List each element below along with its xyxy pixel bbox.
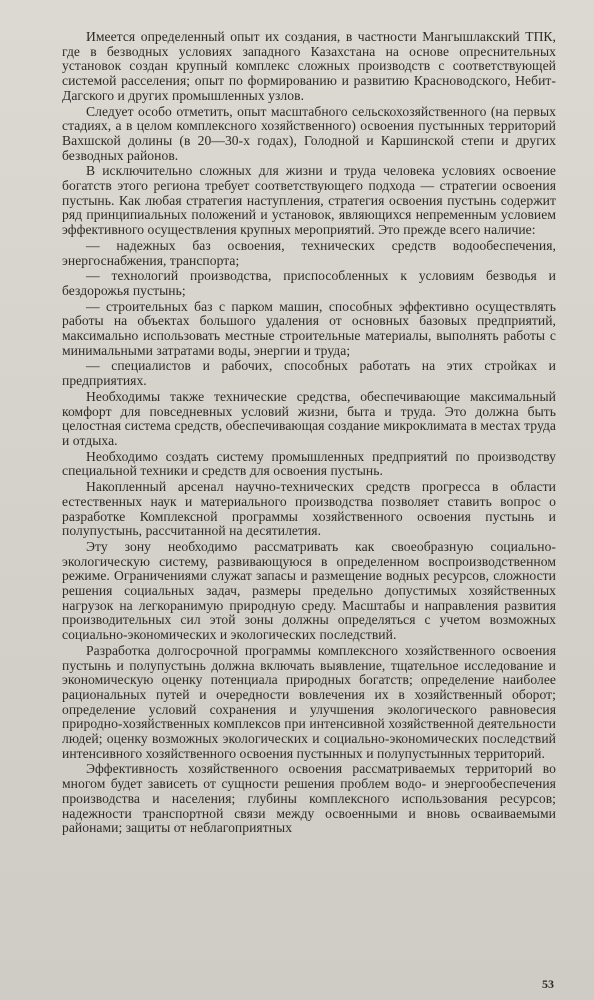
paragraph-1: Имеется определенный опыт их создания, в частности Мангышлакский ТПК, где в безводных условиях западного Казахстана на основе опреснительных установок создан крупный комплекс сложных производств с соответствующей системой расселения; опыт по формированию и развитию Красноводского, Небит-Дагского и других промышленных узлов. — [62, 29, 556, 103]
list-item-bases: — надежных баз освоения, технических средств водообеспечения, энергоснабжения, транспорта; — [62, 237, 556, 268]
paragraph-3: В исключительно сложных для жизни и труда человека условиях освоение богатств этого региона требует соответствующего подхода — стратегии освоения пустынь. Как любая стратегия наступления, стратегия освоения пустынь содержит ряд принципиальных положений и установок, являющихся непременным условием эффективного осуществления крупных мероприятий. Это прежде всего наличие: — [62, 163, 556, 238]
paragraph-6: Накопленный арсенал научно-технических средств прогресса в области естественных наук и материального производства позволяет ставить вопрос о разработке Комплексной программы хозяйственного освоения пустынь и полупустынь, рассчитанной на десятилетия. — [62, 479, 556, 539]
paragraph-7: Эту зону необходимо рассматривать как своеобразную социально-экологическую систему, развивающуюся в определенном воспроизводственном режиме. Ограничениями служат запасы и размещение водных ресурсов, сложности решения социальных задач, размеры предельно допустимых хозяйственных нагрузок на легкоранимую природную среду. Масштабы и направления развития производительных сил этой зоны должны определяться с учетом возможных социально-экономических и экологических последствий. — [62, 538, 556, 643]
paragraph-2: Следует особо отметить, опыт масштабного сельскохозяйственного (на первых стадиях, а в целом комплексного хозяйственного) освоения пустынных территорий Вахшской долины (в 20—30-х годах), Голодной и Каршинской степи и других безводных районов. — [62, 103, 556, 163]
paragraph-5: Необходимо создать систему промышленных предприятий по производству специальной техники и средств для освоения пустынь. — [62, 448, 556, 479]
list-item-technologies: — технологий производства, приспособленных к условиям безводья и бездорожья пустынь; — [62, 268, 556, 298]
list-item-specialists: — специалистов и рабочих, способных работать на этих стройках и предприятиях. — [62, 358, 556, 389]
page-number: 53 — [542, 977, 554, 991]
paragraph-9: Эффективность хозяйственного освоения рассматриваемых территорий во многом будет зависеть от сущности решения проблем водо- и энергообеспечения производства и населения; глубины комплексного использования ресурсов; надежности транспортной связи между освоенными и вновь осваиваемыми районами; защиты от неблагоприятных — [62, 761, 556, 836]
paragraph-8: Разработка долгосрочной программы комплексного хозяйственного освоения пустынь и полупустынь должна включать выявление, тщательное исследование и экономическую оценку потенциала природных богатств; определение наиболее рациональных путей и очередности вовлечения их в хозяйственный оборот; определение условий сохранения и улучшения экологического равновесия природно-хозяйственных комплексов при интенсивной хозяйственной деятельности людей; оценку возможных экологических и социально-экономических последствий интенсивного хозяйственного освоения пустынных и полупустынных территорий. — [62, 642, 556, 761]
list-item-construction: — строительных баз с парком машин, способных эффективно осуществлять работы на объектах большого удаления от основных базовых предприятий, максимально использовать местные строительные материалы, выполнять работы с минимальными затратами воды, энергии и труда; — [62, 298, 556, 358]
paragraph-4: Необходимы также технические средства, обеспечивающие максимальный комфорт для повседневных условий жизни, быта и труда. Это должна быть целостная система средств, обеспечивающая создание микроклимата в местах труда и отдыха. — [62, 388, 556, 448]
